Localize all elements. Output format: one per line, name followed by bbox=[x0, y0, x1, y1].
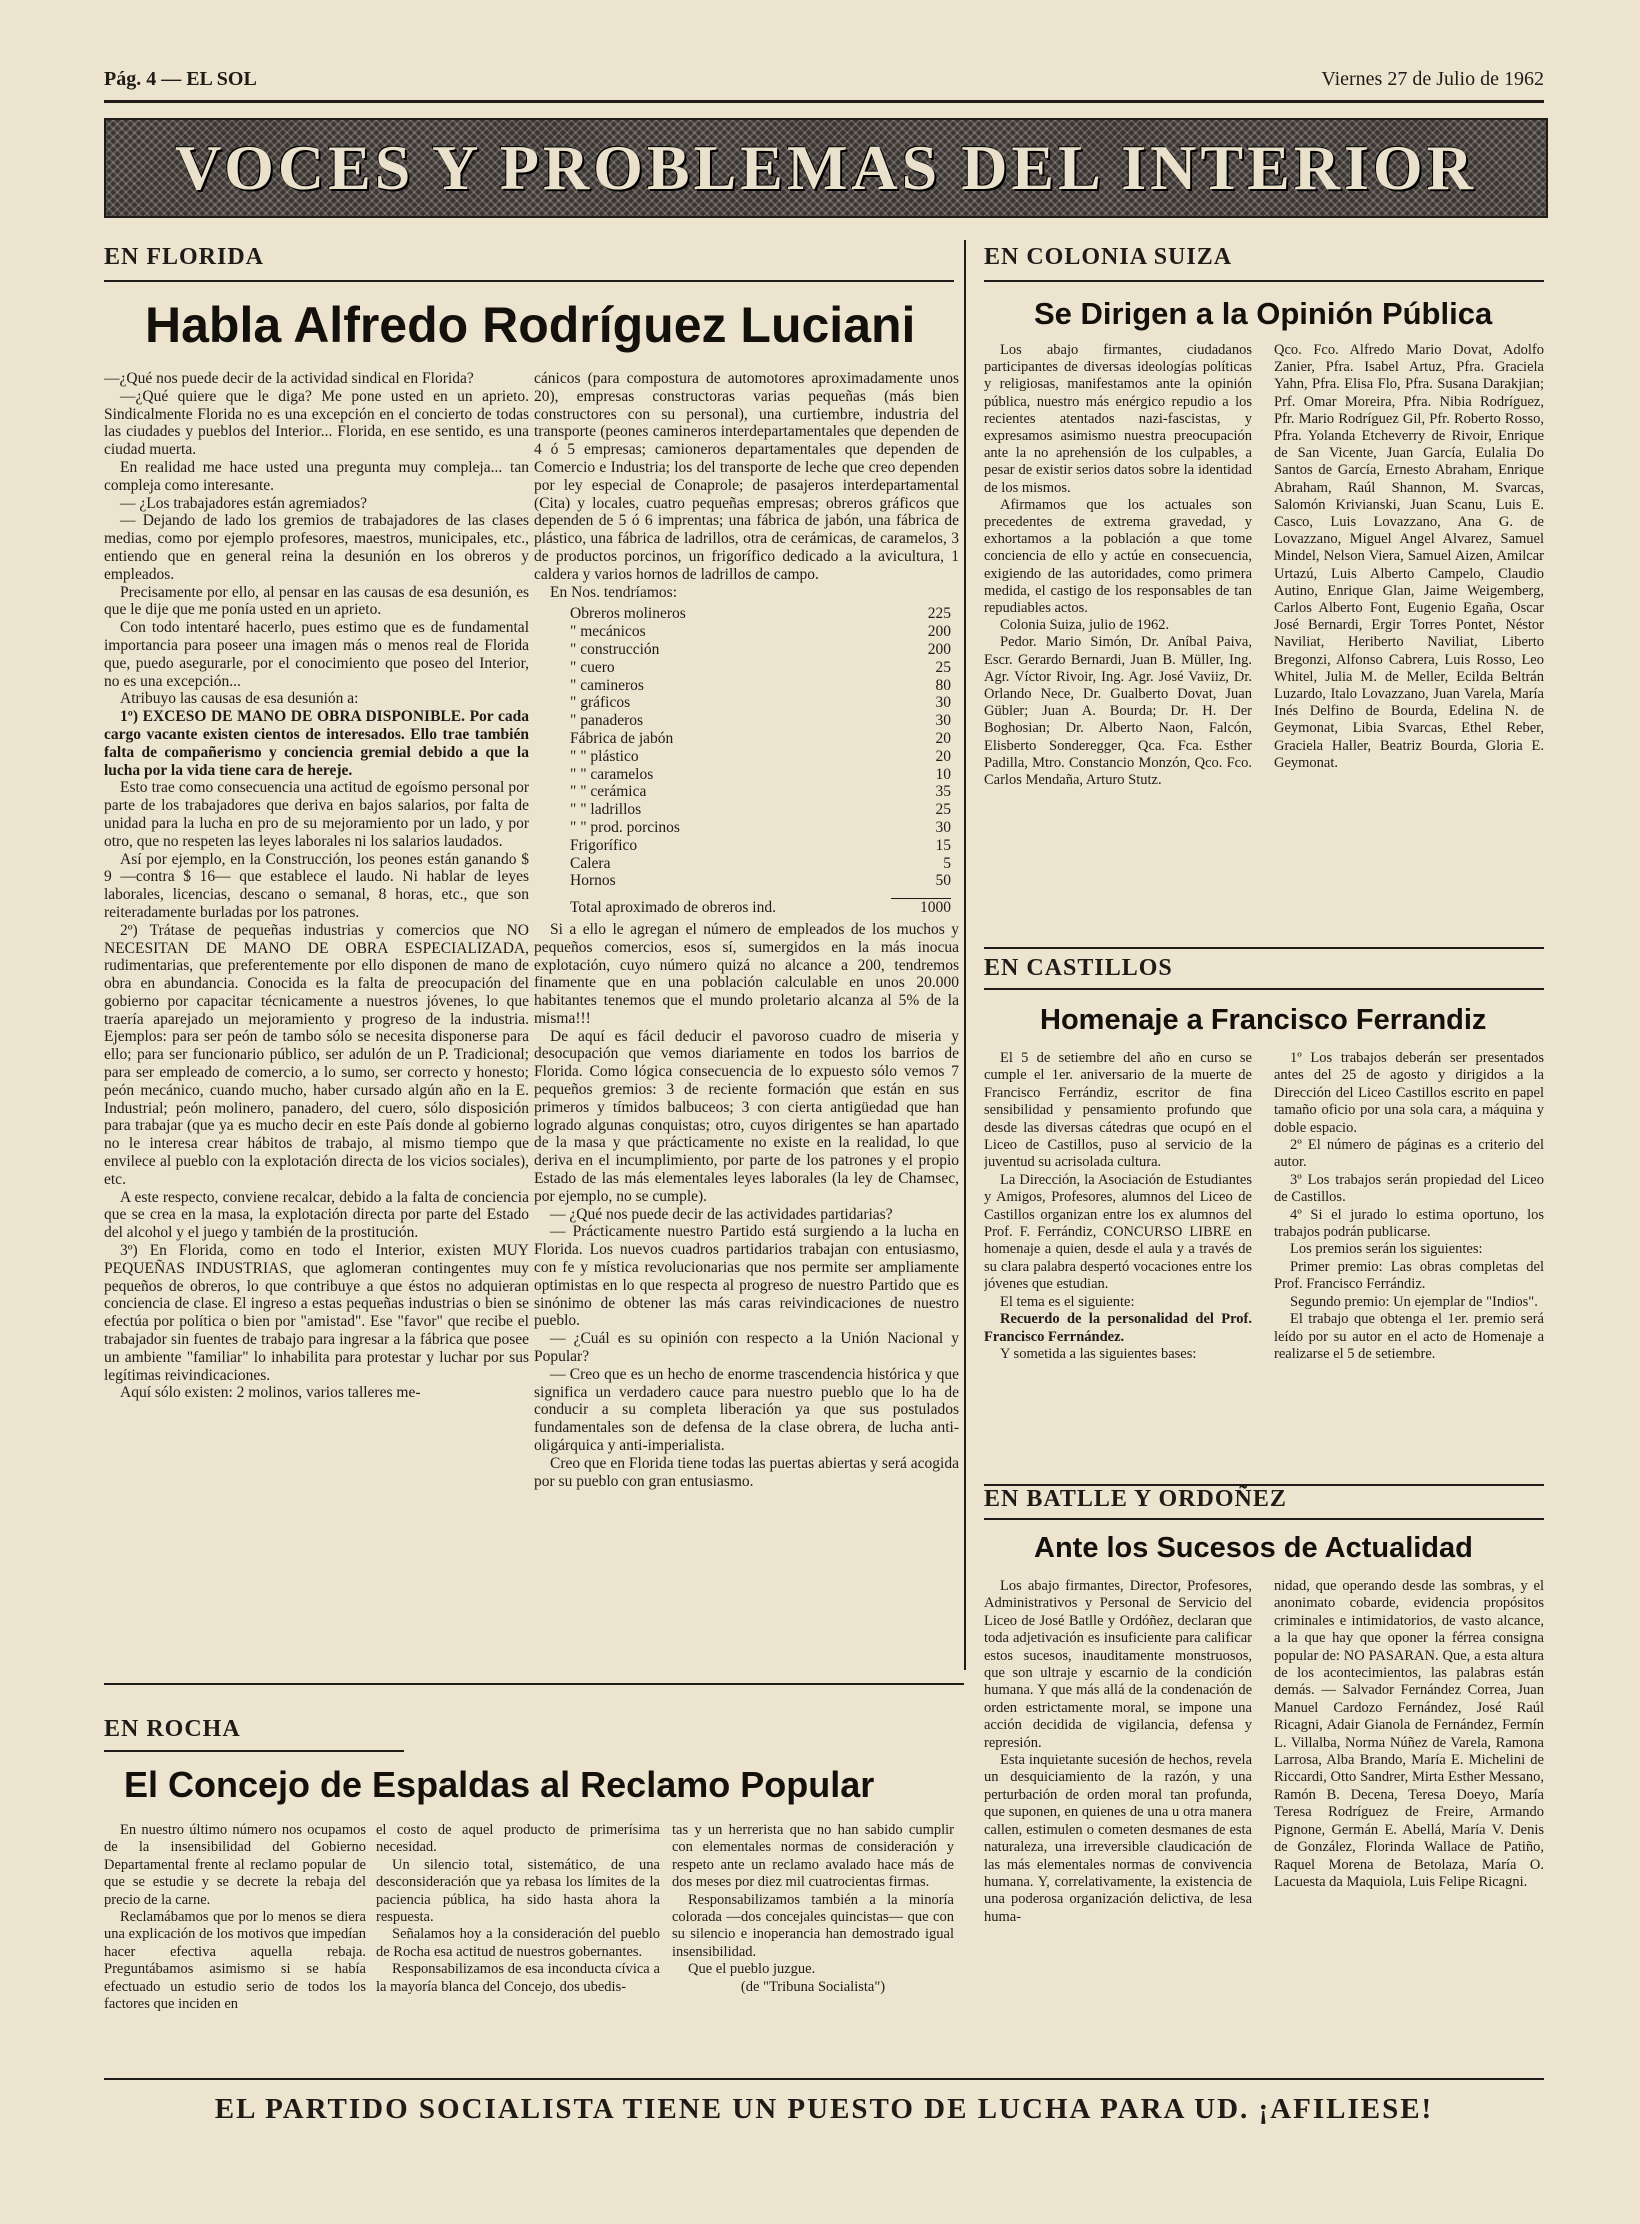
rocha-column-3 bbox=[672, 1822, 954, 2062]
table-row: Frigorífico 15 bbox=[570, 836, 951, 854]
paragraph: Un silencio total, sistemático, de una desconsideración que ya rebasa los límites de la paciencia pública, ha sido hasta ahora la respuesta. bbox=[376, 1856, 660, 1926]
paragraph: Segundo premio: Un ejemplar de "Indios". bbox=[1290, 1293, 1538, 1310]
paragraph: — Dejando de lado los gremios de trabajadores de las clases medias, como por ejemplo profesores, maestros, municipales, etc., entiendo que en general reina la desunión en los obreros y empleados. bbox=[104, 512, 529, 583]
rocha-section-label: EN ROCHA bbox=[104, 1716, 241, 1742]
table-row: " cuero 25 bbox=[570, 658, 951, 676]
paragraph: Afirmamos que los actuales son precedentes de extrema gravedad, y exhortamos a la población a que tome conciencia de ello y actúe en consecuencia, exigiendo de las autoridades, como primera medida, el castigo de los responsables de tan repudiables actos. bbox=[984, 496, 1252, 617]
table-total-rule bbox=[891, 890, 951, 899]
suiza-column-1 bbox=[984, 342, 1252, 942]
table-title: En Nos. tendríamos: bbox=[550, 583, 677, 601]
paragraph: Creo que en Florida tiene todas las puertas abiertas y será acogida por su pueblo con gran entusiasmo. bbox=[534, 1454, 959, 1490]
paragraph: Señalamos hoy a la consideración del pueblo de Rocha esa actitud de nuestros gobernantes. bbox=[376, 1926, 660, 1960]
footer-rule bbox=[104, 2078, 1544, 2080]
table-row: " construcción 200 bbox=[570, 640, 951, 658]
castillos-section-label: EN CASTILLOS bbox=[984, 955, 1173, 981]
issue-date: Viernes 27 de Julio de 1962 bbox=[1321, 68, 1544, 90]
castillos-column-1 bbox=[984, 1050, 1252, 1480]
table-row: Obreros molineros 225 bbox=[570, 605, 951, 623]
banner-title: VOCES Y PROBLEMAS DEL INTERIOR bbox=[175, 132, 1477, 203]
batlle-rule bbox=[984, 1518, 1544, 1520]
paragraph: el costo de aquel producto de primerísima necesidad. bbox=[376, 1822, 660, 1856]
paragraph: La Dirección, la Asociación de Estudiantes y Amigos, Profesores, alumnos del Liceo de Castillos organizan entre los ex alumnos del Prof. F. Ferrándiz, CONCURSO LIBRE en homenaje a quien, desde el aula y a través de su clara palabra despertó vocaciones entre los jóvenes que estudian. bbox=[984, 1171, 1252, 1293]
paragraph: Responsabilizamos también a la minoría colorada —dos concejales quincistas— que con su silencio e inoperancia han demostrado igual insensibilidad. bbox=[672, 1891, 954, 1960]
paragraph: Responsabilizamos de esa inconducta cívica a la mayoría blanca del Concejo, dos ubedis- bbox=[376, 1961, 660, 1995]
rocha-rule bbox=[104, 1750, 404, 1752]
batlle-column-1 bbox=[984, 1578, 1252, 2068]
paragraph: Precisamente por ello, al pensar en las causas de esa desunión, es que le dije que me ponía usted en un aprieto. bbox=[104, 583, 529, 619]
paragraph: 4º Si el jurado lo estima oportuno, los trabajos podrán publicarse. bbox=[1274, 1206, 1544, 1241]
suiza-headline: Se Dirigen a la Opinión Pública bbox=[1034, 296, 1493, 331]
paragraph: Aquí sólo existen: 2 molinos, varios talleres me- bbox=[120, 1384, 421, 1402]
paragraph: Si a ello le agregan el número de empleados de los muchos y pequeños comercios, esos sí, sumergidos en la más inocua explotación, cuyo número quizá no alcance a 200, tendremos finamente que en una población calculable en unos 20.000 habitantes tenemos que el mundo proletario alcanza al 5% de la misma!!! bbox=[534, 920, 959, 1027]
paragraph: 1º Los trabajos deberán ser presentados antes del 25 de agosto y dirigidos a la Dirección del Liceo Castillos escrito en papel tamaño oficio por una sola cara, a máquina y doble espacio. bbox=[1274, 1050, 1544, 1136]
section-banner bbox=[104, 118, 1548, 218]
paragraph: En realidad me hace usted una pregunta muy compleja... tan compleja como interesante. bbox=[104, 458, 529, 494]
paragraph: Reclamábamos que por lo menos se diera una explicación de los motivos que impedían hacer efectiva aquella rebaja. Preguntábamos asimismo si se había efectuado un estudio serio de todos los factores que inciden en bbox=[104, 1909, 366, 2013]
table-row: " camineros 80 bbox=[570, 676, 951, 694]
rocha-headline: El Concejo de Espaldas al Reclamo Popular bbox=[124, 1764, 875, 1805]
paragraph: Pedor. Mario Simón, Dr. Aníbal Paiva, Escr. Gerardo Bernardi, Juan B. Müller, Ing. Agr. Víctor Rivoir, Ing. Agr. José Vaviiz, Dr. Orlando Nece, Dr. Gualberto Dovat, Juan Gübler; Juan A. Bourda; Dr. H. Der Boghosian; Dr. Alberto Naon, Falcón, Elisberto Sonderegger, Qca. Fca. Esther Padilla, Mtro. Constancio Monzón, Qco. Fco. Carlos Mendaña, Arturo Stutz. bbox=[984, 634, 1252, 789]
paragraph: nidad, que operando desde las sombras, y el anonimato cobarde, evidencia propósitos criminales e intimidatorios, de vasto alcance, a la que hay que oponer la férrea consigna popular de: NO PASARAN. Que, a esta altura de los acontecimientos, las palabras están demás. — Salvador Fernández Correa, Juan Manuel Cardozo Fernández, José Raúl Ricagni, Adair Gianola de Fernández, Fermín L. Villalba, Norma Núñez de Varela, Ramona Larrosa, Alba Brando, María E. Michelini de Riccardi, Otto Sandrer, Mirta Esther Messano, Ramón B. Decena, Teresa Doeyo, María Teresa Rodríguez de Freire, Armando Pignone, Germán E. Abellá, María V. Denis de González, Florinda Wallace de Patiño, Raquel Morena de Betolaza, María O. Lacuesta da Maquiola, Luis Felipe Ricagni. bbox=[1274, 1578, 1544, 1890]
paragraph: De aquí es fácil deducir el pavoroso cuadro de miseria y desocupación que vemos diariamente en todos los barrios de Florida. Como lógica consecuencia de lo expuesto sólo vemos 7 pequeños gremios: 3 de reciente formación que están en sus primeros y tímidos balbuceos; 3 con cierta antigüedad que han logrado algunas conquistas; otro, cuyos dirigentes se han apartado de la masa y que prácticamente no existe en la realidad, lo que deriva en el incumplimiento, por parte de los patrones y el propio Estado de las más elementales leyes laborales (la ley de Chamsec, por ejemplo, no se cumple). bbox=[534, 1027, 959, 1205]
column-divider bbox=[964, 240, 966, 1670]
paragraph: Así por ejemplo, en la Construcción, los peones están ganando $ 9 —contra $ 16— que establece el laudo. Ni hablar de leyes laborales, licencias, descano o semanal, 8 horas, etc., que son reiteradamente burladas por los patrones. bbox=[104, 850, 529, 921]
batlle-column-2 bbox=[1274, 1578, 1544, 2068]
batlle-section-label: EN BATLLE Y ORDOÑEZ bbox=[984, 1486, 1287, 1512]
table-row: " " caramelos 10 bbox=[570, 765, 951, 783]
florida-headline: Habla Alfredo Rodríguez Luciani bbox=[145, 297, 916, 353]
paragraph: A este respecto, conviene recalcar, debido a la falta de conciencia que se crea en la masa, la explotación directa por parte del Estado del alcohol y el juego y también de la prostitución. bbox=[104, 1188, 529, 1242]
paragraph: 3º Los trabajos serán propiedad del Liceo de Castillos. bbox=[1274, 1171, 1544, 1206]
table-row: " " ladrillos 25 bbox=[570, 801, 951, 819]
paragraph: Atribuyo las causas de esa desunión a: bbox=[120, 690, 359, 708]
signatories-list: Qco. Fco. Alfredo Mario Dovat, Adolfo Zanier, Pfra. Isabel Artuz, Pfra. Graciela Yahn, Pfra. Elisa Flo, Pfra. Susana Darakjian; Prf. Omar Moreira, Pfra. Nibia Rodríguez, Pfr. Mario Rodríguez Gil, Pfr. Roberto Rosso, Pfra. Yolanda Etcheverry de Rivoir, Enrique de San Vicente, Juan García, Eulalia Do Santos de García, Ernesto Abraham, Enrique Abraham, Raúl Shannon, M. Svarcas, Salomón Krivianski, Juan Scanu, Luis E. Casco, Luis Lovazzano, Ana G. de Lovazzano, Miguel Angel Alvarez, Samuel Mindel, Nelson Viera, Samuel Aizen, Amilcar Urtazú, Luis Alberto Campelo, Claudio Autino, Enrique Glan, Jaime Weigemberg, Carlos Alberto Font, Eugenio Egaña, Oscar José Bernardi, Ergir Torres Pontet, Néstor Naviliat, Heriberto Naviliat, Liberto Bregonzi, Alfonso Cabrera, Luis Rosso, Leo Whitel, Julia M. de Meller, Ecilda Beltrán Luzardo, Italo Lovazzano, Juan Varela, María Inés Delfino de Bourda, Edelina N. de Geymonat, Libia Svarcas, Ethel Reber, Graciela Haller, Beatriz Bourda, Gloria E. Geymonat. bbox=[1274, 342, 1544, 771]
suiza-rule bbox=[984, 280, 1544, 282]
table-row: " panaderos 30 bbox=[570, 712, 951, 730]
paragraph: tas y un herrerista que no han sabido cumplir con elementales normas de consideración y respeto ante un reclamo avalado hace más de dos meses por diez mil cuatrocientas firmas. bbox=[672, 1822, 954, 1891]
suiza-column-2 bbox=[1274, 342, 1544, 942]
paragraph: — ¿Los trabajadores están agremiados? bbox=[120, 494, 368, 512]
paragraph: — ¿Cuál es su opinión con respecto a la Unión Nacional y Popular? bbox=[534, 1330, 959, 1366]
batlle-headline: Ante los Sucesos de Actualidad bbox=[1034, 1532, 1473, 1564]
paragraph: cánicos (para compostura de automotores aproximadamente unos 20), empresas constructoras varias pequeñas (más bien constructores con su personal), una curtiembre, industria del transporte (peones camineros interdepartamentales que dependen de 4 ó 5 empresas; camioneros departamentales que dependen de Comercio e Industria; los del transporte de leche que creo dependen por ley especial de Conaprole; de pasajeros interdepartamental (Cita) y locales, cuatro pequeñas empresas; obreros gráficos que dependen de 5 ó 6 imprentas; una fábrica de jabón, una fábrica de plástico, una fábrica de ladrillos, otra de cerámicas, de caramelos, 3 de productos porcinos, un frigorífico dedicado a la avicultura, 1 caldera y varios hornos de ladrillos de campo. bbox=[534, 370, 959, 583]
paragraph: 1º) EXCESO DE MANO DE OBRA DISPONIBLE. Por cada cargo vacante existen cientos de interesados. Ello trae también falta de compañerismo y conciencia gremial debido a que la lucha por la vida tiene cara de hereje. bbox=[104, 708, 529, 779]
paragraph: El trabajo que obtenga el 1er. premio será leído por su autor en el acto de Homenaje a realizarse el 5 de setiembre. bbox=[1274, 1311, 1544, 1362]
florida-rule bbox=[104, 280, 954, 282]
paragraph: 2º El número de páginas es a criterio del autor. bbox=[1274, 1137, 1544, 1171]
castillos-column-2 bbox=[1274, 1050, 1544, 1480]
table-total-row: Total aproximado de obreros ind. 1000 bbox=[570, 899, 951, 917]
paragraph: Esto trae como consecuencia una actitud de egoísmo personal por parte de los trabajadores que deriva en bajos salarios, por falta de unidad para la lucha en pro de su mejoramiento por un lado, y por otro, que no respeten las leyes laborales ni los salarios laudados. bbox=[104, 779, 529, 850]
paragraph: Y sometida a las siguientes bases: bbox=[1000, 1345, 1197, 1362]
paragraph: — Creo que es un hecho de enorme trascendencia histórica y que significa un verdadero cauce para nuestro pueblo que lo ha de conducir a su completa liberación ya que sus postulados fundamentales son de defensa de la clase obrera, de lucha anti-oligárquica y anti-imperialista. bbox=[534, 1365, 959, 1455]
rocha-column-1 bbox=[104, 1822, 366, 2062]
table-row: " mecánicos 200 bbox=[570, 623, 951, 641]
paragraph: Los abajo firmantes, Director, Profesores, Administrativos y Personal de Servicio del Liceo de José Batlle y Ordóñez, declaran que toda adjetivación es insuficiente para calificar estos sucesos, inauditamente monstruosos, que son ultraje y escarnio de la condición humana. Y que más allá de la condenación de orden estrictamente moral, se impone una acción decidida de vigilancia, defensa y represión. bbox=[984, 1578, 1252, 1751]
florida-section-label: EN FLORIDA bbox=[104, 244, 265, 270]
table-row: " " plástico 20 bbox=[570, 747, 951, 765]
paragraph: — Prácticamente nuestro Partido está surgiendo a la lucha en Florida. Los nuevos cuadros partidarios trabajan con entusiasmo, con fe y mística revolucionarias que nos permite ser ampliamente optimistas en lo que respecta al progreso de nuestro Partido que es sinónimo de obtener las más caras reivindicaciones de nuestro pueblo. bbox=[534, 1223, 959, 1330]
paragraph: —¿Qué nos puede decir de la actividad sindical en Florida? bbox=[104, 370, 474, 387]
paragraph: 2º) Trátase de pequeñas industrias y comercios que NO NECESITAN DE MANO DE OBRA ESPECIALIZADA, rudimentarias, que preferentemente por ello disponen de mano de obra en abundancia. Conocida es la falta de preocupación del gobierno por capacitar técnicamente a nuestros jóvenes, lo que traería aparejado un mejoramiento y progreso de la industria. Ejemplos: para ser peón de tambo sólo se necesita disponerse para ello; para ser funcionario público, ser adulón de un P. Tradicional; para ser empleado de comercio, a lo sumo, ser correcto y honesto; peón mecánico, cuando mucho, haber cursado algún año en la E. Industrial; peón molinero, panadero, del cuero, sólo disposición para trabajar (que ya es mucho decir en este País donde al gobierno no le interesa crear hábitos de trabajo, al mismo tiempo que envilece al pueblo con la explotación directa de los vicios sociales), etc. bbox=[104, 921, 529, 1188]
paragraph: Recuerdo de la personalidad del Prof. Francisco Ferrnández. bbox=[984, 1311, 1252, 1345]
page-number-label: Pág. 4 — EL SOL bbox=[104, 68, 257, 90]
source-credit: (de "Tribuna Socialista") bbox=[740, 1978, 886, 1995]
castillos-rule bbox=[984, 988, 1544, 990]
paragraph: Los abajo firmantes, ciudadanos participantes de diversas ideologías políticas y religiosas, manifestamos ante la opinión pública, nuestro más enérgico repudio a los recientes atentados nazi-fascistas, y expresamos asimismo nuestra preocupación ante la no aprehensión de los culpables, a pesar de existir serios datos sobre la identidad de los mismos. bbox=[984, 342, 1252, 496]
table-row: " " cerámica 35 bbox=[570, 783, 951, 801]
paragraph: Los premios serán los siguientes: bbox=[1290, 1241, 1483, 1258]
paragraph: Colonia Suiza, julio de 1962. bbox=[1000, 617, 1170, 634]
paragraph: 3º) En Florida, como en todo el Interior, existen MUY PEQUEÑAS INDUSTRIAS, que aglomeran contingentes muy pequeños de obreros, lo que contribuye a que éstos no adquieran conciencia de clase. El ingreso a estas pequeñas industrias o bien se efectúa por política o bien por "amistad". Ese "favor" que recibe el trabajador sin fuentes de trabajo para ingresar a la fábrica que posee un ambiente "familiar" lo inhabilita para protestar y luchar por sus legítimas reivindicaciones. bbox=[104, 1242, 529, 1384]
paragraph: Que el pueblo juzgue. bbox=[688, 1961, 816, 1978]
table-row: Calera 5 bbox=[570, 854, 951, 872]
table-row: Hornos 50 bbox=[570, 872, 951, 890]
table-row: " gráficos 30 bbox=[570, 694, 951, 712]
rocha-column-2 bbox=[376, 1822, 660, 2062]
masthead bbox=[104, 64, 1544, 94]
workers-table bbox=[534, 605, 959, 917]
paragraph: Con todo intentaré hacerlo, pues estimo que es de fundamental importancia para poseer una imagen más o menos real de Florida que, puedo asegurarle, por el conocimiento que poseo del Interior, no es una excepción... bbox=[104, 619, 529, 690]
masthead-rule bbox=[104, 100, 1544, 103]
paragraph: Primer premio: Las obras completas del Prof. Francisco Ferrándiz. bbox=[1274, 1258, 1544, 1293]
florida-column-2 bbox=[534, 370, 959, 1662]
paragraph: En nuestro último número nos ocupamos de la insensibilidad del Gobierno Departamental frente al reclamo popular de que se estudie y se decrete la rebaja del precio de la carne. bbox=[104, 1822, 366, 1908]
rocha-top-rule bbox=[104, 1683, 964, 1685]
paragraph: Esta inquietante sucesión de hechos, revela un desquiciamiento de la razón, y una perturbación de orden moral tan profunda, que suponen, en quienes de una u otra manera callen, estimulen o cometen desmanes de esta naturaleza, una irreversible claudicación de las más elementales normas de convivencia humana. Y, correlativamente, la existencia de una poderosa organización delictiva, de lesa huma- bbox=[984, 1752, 1252, 1925]
suiza-section-label: EN COLONIA SUIZA bbox=[984, 244, 1233, 270]
paragraph: —¿Qué quiere que le diga? Me pone usted en un aprieto. Sindicalmente Florida no es una excepción en el concierto de todas las ciudades y pueblos del Interior... Florida, en ese sentido, es una ciudad muerta. bbox=[104, 387, 529, 459]
castillos-headline: Homenaje a Francisco Ferrandiz bbox=[1040, 1004, 1487, 1036]
table-row: " " prod. porcinos 30 bbox=[570, 818, 951, 836]
paragraph: El 5 de setiembre del año en curso se cumple el 1er. aniversario de la muerte de Francisco Ferrándiz, escritor de fina sensibilidad y pensamiento profundo que desde las diversas cátedras que ocupó en el Liceo de Castillos, puso al servicio de la juventud su acrisolada cultura. bbox=[984, 1050, 1252, 1171]
florida-column-1 bbox=[104, 370, 529, 1662]
footer-slogan: EL PARTIDO SOCIALISTA TIENE UN PUESTO DE LUCHA PARA UD. ¡AFILIESE! bbox=[214, 2093, 1434, 2125]
paragraph: — ¿Qué nos puede decir de las actividades partidarias? bbox=[550, 1205, 893, 1223]
table-row: Fábrica de jabón 20 bbox=[570, 729, 951, 747]
castillos-top-rule bbox=[984, 947, 1544, 949]
paragraph: El tema es el siguiente: bbox=[1000, 1293, 1135, 1310]
